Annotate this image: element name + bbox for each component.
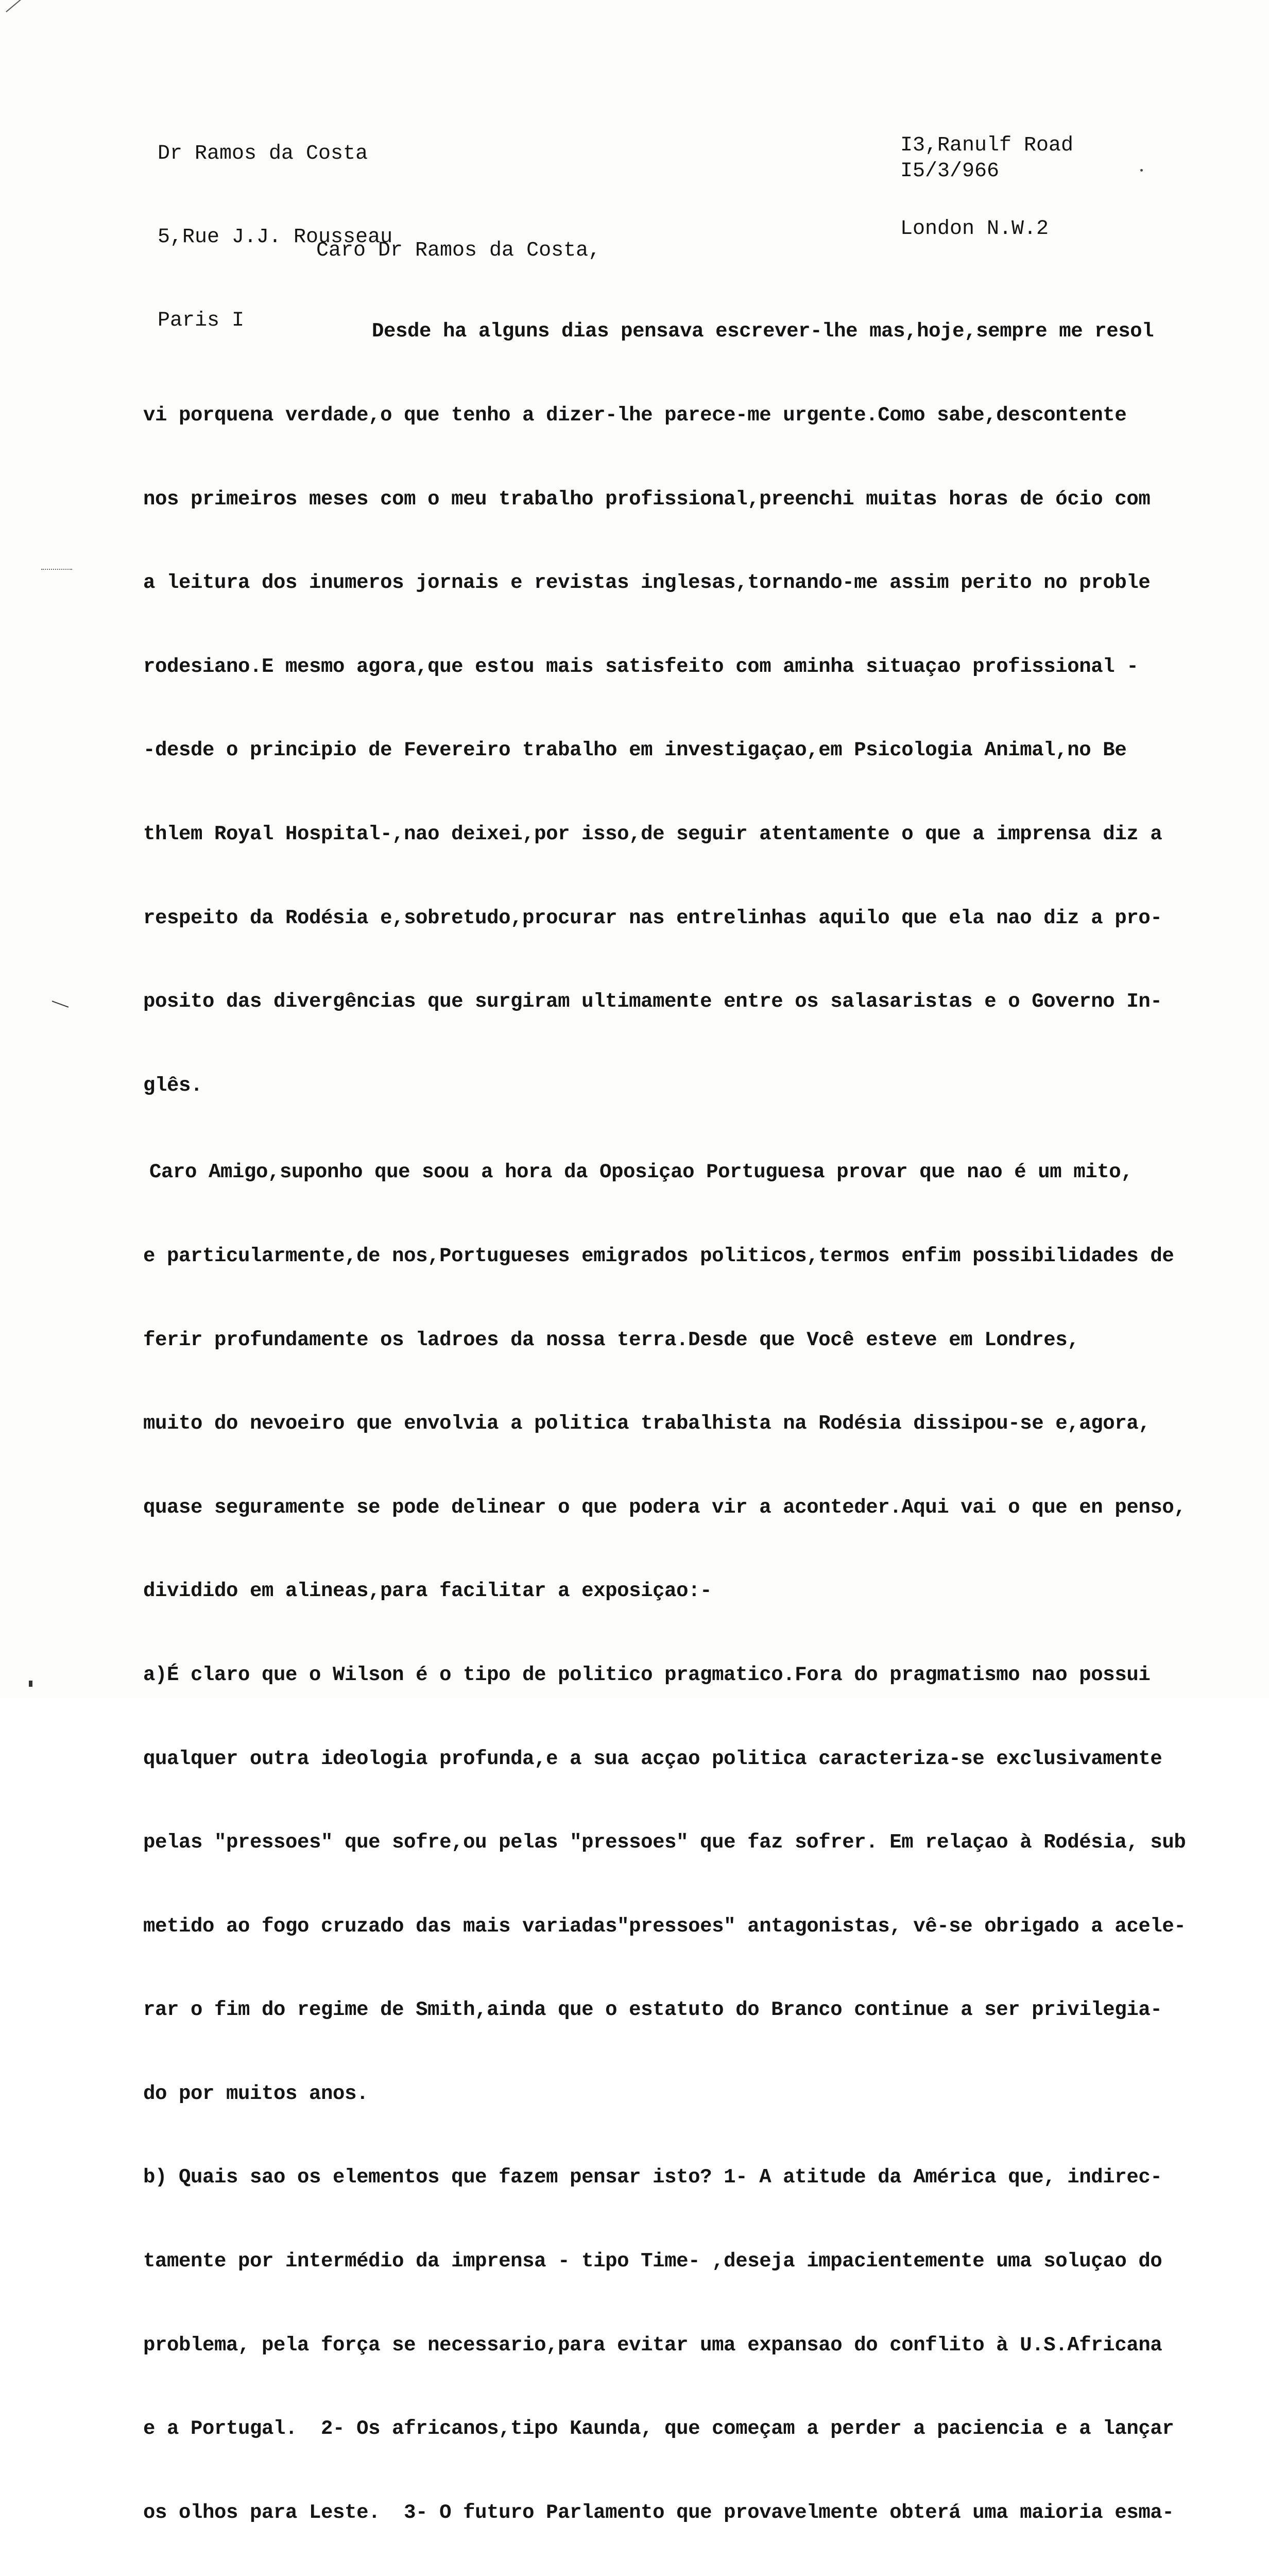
body-line: respeito da Rodésia e,sobretudo,procurar nas entrelinhas aquilo que ela nao diz a pro- — [143, 906, 1162, 929]
recipient-name: Dr Ramos da Costa — [158, 142, 368, 165]
body-line: tamente por intermédio da imprensa - tipo Time- ,deseja impacientemente uma soluçao do — [143, 2250, 1162, 2273]
stray-mark — [29, 1681, 32, 1687]
letter-date: I5/3/966 — [900, 160, 1000, 183]
body-line: a leitura dos inumeros jornais e revistas inglesas,tornando-me assim perito no proble — [143, 571, 1151, 595]
body-line: nos primeiros meses com o meu trabalho profissional,preenchi muitas horas de ócio com — [143, 487, 1151, 511]
body-line: problema, pela força se necessario,para evitar uma expansao do conflito à U.S.Africana — [143, 2333, 1162, 2357]
body-line: os olhos para Leste. 3- O futuro Parlamento que provavelmente obterá uma maioria esma- — [143, 2501, 1174, 2524]
recipient-city: Paris I — [158, 309, 245, 332]
body-line: glês. — [143, 1074, 203, 1097]
body-line: Caro Amigo,suponho que soou a hora da Oposiçao Portuguesa provar que nao é um mito, — [149, 1161, 1133, 1184]
paragraph-b: b) Quais sao os elementos que fazem pensar isto? 1- A atitude da América que, indirec- — [143, 2166, 1162, 2189]
stray-mark — [6, 0, 26, 12]
body-line: ferir profundamente os ladroes da nossa terra.Desde que Você esteve em Londres, — [143, 1328, 1079, 1351]
stray-mark — [41, 569, 72, 575]
body-line: pelas "pressoes" que sofre,ou pelas "pressoes" que faz sofrer. Em relaçao à Rodésia, sub — [143, 1831, 1186, 1854]
stray-mark — [52, 1001, 69, 1008]
stray-mark — [1140, 169, 1143, 172]
sender-street: I3,Ranulf Road — [900, 134, 1074, 157]
body-line: muito do nevoeiro que envolvia a politica trabalhista na Rodésia dissipou-se e,agora, — [143, 1412, 1151, 1435]
recipient-street: 5,Rue J.J. Rousseau — [158, 226, 393, 249]
body-line: rar o fim do regime de Smith,ainda que o estatuto do Branco continue a ser privilegia- — [143, 1998, 1162, 2022]
sender-city: London N.W.2 — [900, 217, 1049, 241]
body-line: -desde o principio de Fevereiro trabalho em investigaçao,em Psicologia Animal,no Be — [143, 739, 1127, 762]
body-line: metido ao fogo cruzado das mais variadas"pressoes" antagonistas, vê-se obrigado a acele- — [143, 1914, 1186, 1938]
body-line: posito das divergências que surgiram ultimamente entre os salasaristas e o Governo In- — [143, 990, 1162, 1013]
body-line: dividido em alineas,para facilitar a exposiçao:- — [143, 1580, 712, 1603]
paragraph-a: a)É claro que o Wilson é o tipo de politico pragmatico.Fora do pragmatismo nao possui — [143, 1663, 1151, 1686]
body-line: Desde ha alguns dias pensava escrever-lhe mas,hoje,sempre me resol — [372, 320, 1154, 343]
body-line: e particularmente,de nos,Portugueses emigrados politicos,termos enfim possibilidades de — [143, 1244, 1174, 1267]
salutation: Caro Dr Ramos da Costa, — [316, 239, 601, 262]
body-line: vi porquena verdade,o que tenho a dizer-lhe parece-me urgente.Como sabe,descontente — [143, 404, 1127, 427]
body-line: e a Portugal. 2- Os africanos,tipo Kaunda, que começam a perder a paciencia e a lançar — [143, 2417, 1174, 2441]
body-line: rodesiano.E mesmo agora,que estou mais satisfeito com aminha situaçao profissional - — [143, 655, 1139, 678]
body-line: quase seguramente se pode delinear o que podera vir a aconteder.Aqui vai o que en penso, — [143, 1496, 1186, 1519]
body-line: qualquer outra ideologia profunda,e a sua acçao politica caracteriza-se exclusivamente — [143, 1747, 1162, 1770]
body-line: thlem Royal Hospital-,nao deixei,por isso,de seguir atentamente o que a imprensa diz a — [143, 822, 1162, 845]
letter-body — [143, 262, 1214, 2576]
body-line: do por muitos anos. — [143, 2082, 369, 2105]
